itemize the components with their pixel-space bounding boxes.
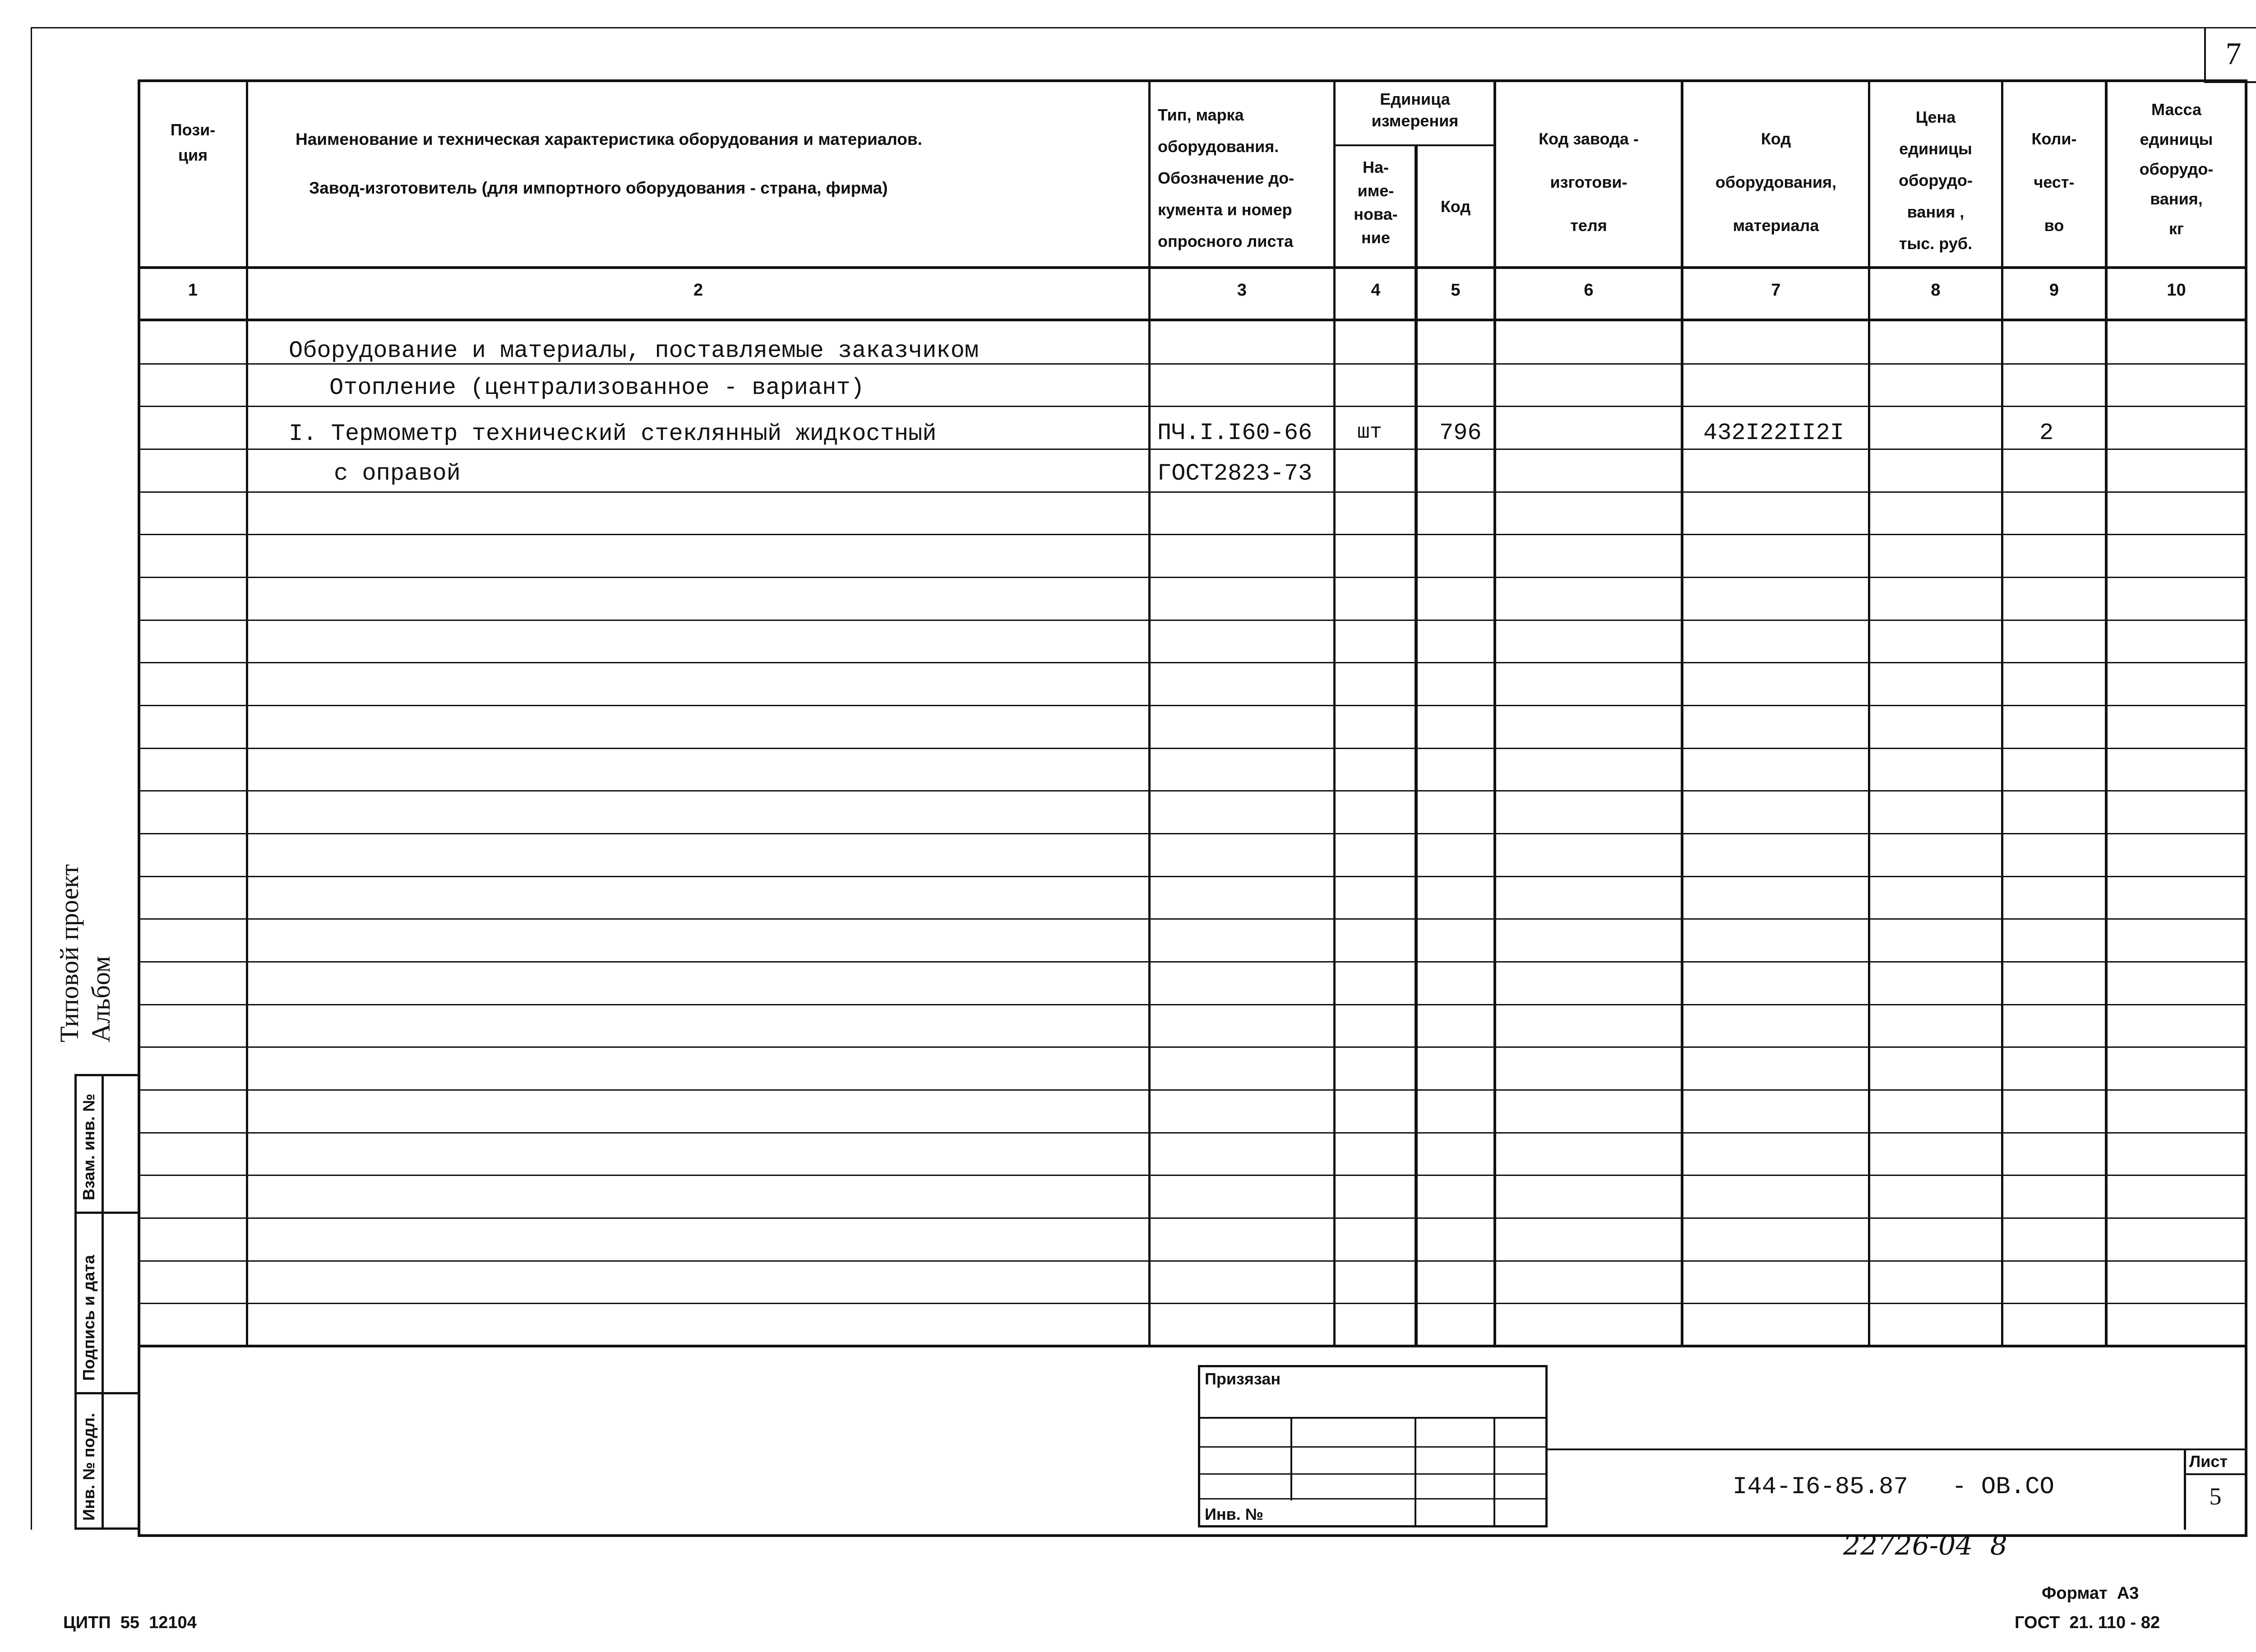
colnum-1: 1 <box>188 281 198 300</box>
footer-gost: ГОСТ 21. 110 - 82 <box>2015 1613 2160 1632</box>
frame-left <box>31 27 32 1530</box>
header-name-line2: Завод-изготовитель (для импортного оборудования - страна, фирма) <box>309 179 888 197</box>
header-type: Тип, марка оборудования. Обозначение до- кумента и номер опросного листа <box>1158 106 1294 250</box>
table-row-line <box>138 1303 2247 1304</box>
table-row-line <box>138 662 2247 663</box>
col-line-6 <box>1681 79 1683 1347</box>
col-line-3 <box>1333 79 1336 1347</box>
table-row-line <box>138 876 2247 877</box>
header-mass: Масса единицы оборудо- вания, кг <box>2139 100 2214 238</box>
colnum-3: 3 <box>1237 281 1247 300</box>
col-line-1 <box>246 79 248 1347</box>
table-row-line <box>138 491 2247 493</box>
col-line-4 <box>1415 144 1418 1347</box>
table-row-line <box>138 534 2247 535</box>
header-factory-code: Код завода - изготови- теля <box>1539 130 1639 235</box>
table-row-line <box>138 620 2247 621</box>
body-bottom <box>138 1345 2247 1347</box>
item1-type: ПЧ.I.I60-66 <box>1157 420 1313 446</box>
table-row-line <box>138 833 2247 834</box>
col-line-8 <box>2001 79 2003 1347</box>
footer-left: ЦИТП 55 12104 <box>63 1613 197 1632</box>
colnum-4: 4 <box>1371 281 1381 300</box>
header-name-line1: Наименование и техническая характеристика оборудования и материалов. <box>296 130 922 148</box>
col-line-2 <box>1148 79 1151 1347</box>
side-podpis-data: Подпись и дата <box>79 1255 98 1381</box>
subsection-title: Отопление (централизованное - вариант) <box>329 375 864 401</box>
header-quantity: Коли- чест- во <box>2031 130 2077 235</box>
colnum-9: 9 <box>2049 281 2059 300</box>
tb-v2 <box>1415 1417 1416 1527</box>
item1-doc: ГОСТ2823-73 <box>1157 460 1313 487</box>
corner-box-left <box>2204 28 2206 82</box>
header-price: Цена единицы оборудо- вания , тыс. руб. <box>1899 108 1973 253</box>
inv-no-label: Инв. № <box>1205 1505 1263 1523</box>
table-row-line <box>138 705 2247 706</box>
header-unit-code: Код <box>1440 197 1471 216</box>
doc-code: I44-I6-85.87 - ОВ.СО <box>1733 1473 2054 1501</box>
table-row-line <box>138 449 2247 450</box>
table-row-line <box>138 1004 2247 1005</box>
table-row-line <box>138 1132 2247 1134</box>
stamp-top <box>74 1074 140 1076</box>
colnum-8: 8 <box>1931 281 1941 300</box>
sheet-corner-number: 7 <box>2225 37 2242 71</box>
side-vzam-inv: Взам. инв. № <box>79 1093 98 1200</box>
table-row-line <box>138 1089 2247 1091</box>
colnum-bottom <box>138 319 2247 321</box>
doc-code-top <box>1548 1448 2246 1450</box>
list-split <box>2184 1473 2247 1475</box>
colnum-5: 5 <box>1451 281 1461 300</box>
header-bottom <box>138 266 2247 269</box>
stamp-div-2 <box>74 1392 140 1394</box>
tb-v3 <box>1493 1417 1495 1527</box>
table-row-line <box>138 748 2247 749</box>
item1-name: I. Термометр технический стеклянный жидкостный <box>289 421 937 447</box>
stamp-div-1 <box>74 1212 140 1214</box>
col-line-5 <box>1493 79 1496 1347</box>
table-row-line <box>138 918 2247 920</box>
item1-material-code: 432I22II2I <box>1703 420 1845 446</box>
table-row-line <box>138 790 2247 791</box>
header-material-code: Код оборудования, материала <box>1715 130 1837 235</box>
item1-quantity: 2 <box>2039 420 2054 446</box>
footer-format: Формат А3 <box>2042 1584 2139 1603</box>
colnum-7: 7 <box>1771 281 1781 300</box>
privyazan-label: Призязан <box>1205 1370 1281 1388</box>
table-top <box>138 79 2247 82</box>
list-number: 5 <box>2209 1483 2222 1510</box>
side-inv-podl: Инв. № подл. <box>79 1413 98 1521</box>
handwritten-number: 22726-04 8 <box>1843 1530 2007 1561</box>
table-row-line <box>138 1217 2247 1219</box>
colnum-2: 2 <box>693 281 703 300</box>
item1-name-cont: с оправой <box>334 460 461 487</box>
col-line-7 <box>1868 79 1870 1347</box>
section-title: Оборудование и материалы, поставляемые заказчиком <box>289 338 979 364</box>
frame-top <box>31 27 2256 28</box>
unit-group-split <box>1333 144 1496 146</box>
side-project-line2: Альбом <box>86 956 116 1042</box>
header-unit: Единица измерения <box>1371 90 1459 130</box>
table-row-line <box>138 1260 2247 1262</box>
header-position: Пози- ция <box>170 120 216 164</box>
table-row-line <box>138 577 2247 578</box>
colnum-6: 6 <box>1584 281 1594 300</box>
item1-unit-code: 796 <box>1439 420 1482 446</box>
item1-unit: шт <box>1357 421 1382 444</box>
side-project-line1: Типовой проект <box>55 864 84 1042</box>
stamp-bottom <box>74 1527 140 1530</box>
table-row-line <box>138 1046 2247 1048</box>
list-label: Лист <box>2189 1452 2228 1471</box>
stamp-inner-split <box>102 1074 104 1530</box>
table-row-line <box>138 961 2247 963</box>
table-row-line <box>138 1175 2247 1176</box>
header-unit-name: На- име- нова- ние <box>1354 158 1398 247</box>
colnum-10: 10 <box>2167 281 2186 300</box>
table-row-line <box>138 406 2247 407</box>
col-line-9 <box>2105 79 2108 1347</box>
tb-v1 <box>1290 1417 1292 1500</box>
stamp-outer-left <box>74 1074 77 1530</box>
